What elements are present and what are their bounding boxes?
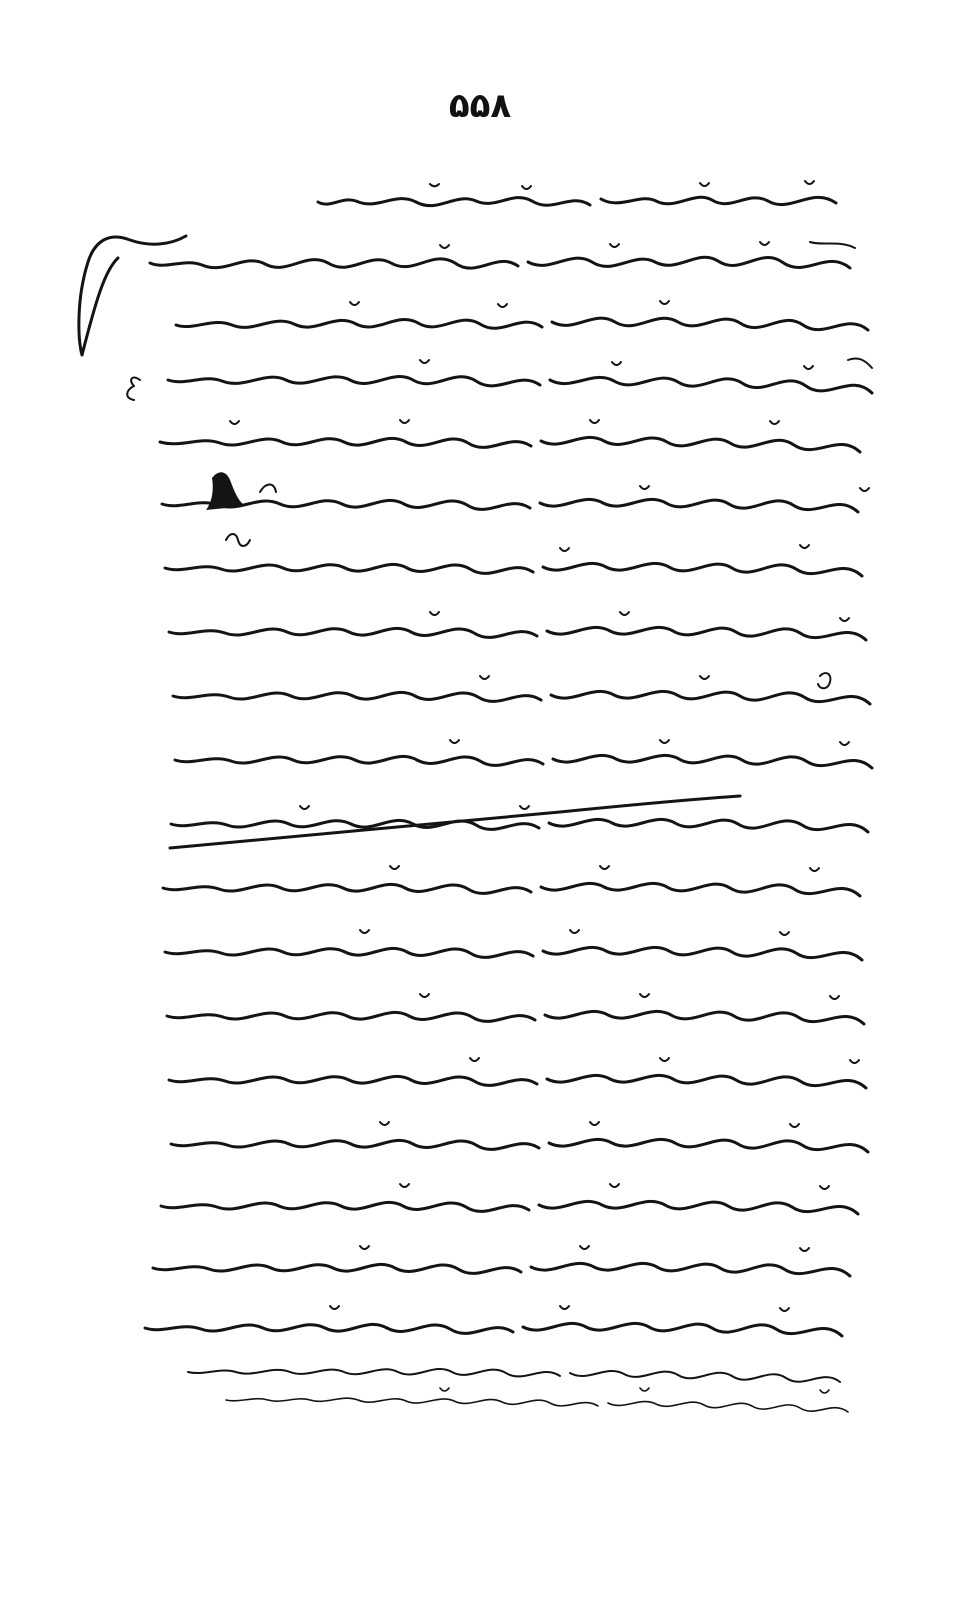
handwritten-line xyxy=(127,358,872,400)
handwritten-line xyxy=(318,181,836,206)
handwritten-line xyxy=(176,301,868,330)
handwritten-line xyxy=(165,930,862,960)
handwritten-line xyxy=(175,740,872,768)
handwritten-line xyxy=(170,796,868,848)
handwritten-line xyxy=(162,472,869,512)
handwritten-line xyxy=(165,534,862,576)
page-number: ۵۵۸ xyxy=(448,86,512,126)
handwritten-line xyxy=(153,1246,850,1276)
handwritten-line xyxy=(169,612,866,640)
handwritten-line xyxy=(169,1058,866,1088)
handwritten-line xyxy=(160,420,860,452)
handwritten-line xyxy=(188,1369,848,1412)
handwritten-line xyxy=(167,994,864,1024)
handwritten-line xyxy=(173,673,870,704)
handwritten-line xyxy=(163,866,860,896)
handwritten-line xyxy=(161,1184,858,1214)
handwritten-line xyxy=(145,1306,842,1336)
handwritten-line xyxy=(79,236,855,355)
handwritten-line xyxy=(171,1122,868,1152)
